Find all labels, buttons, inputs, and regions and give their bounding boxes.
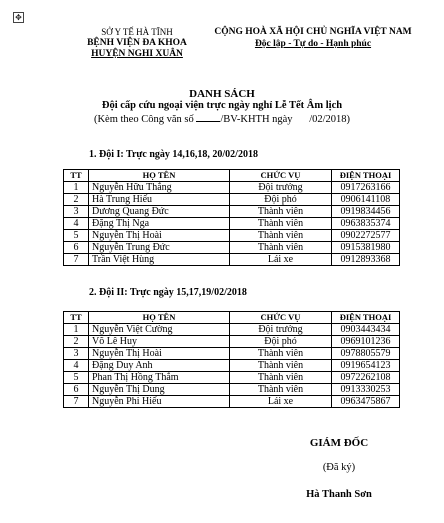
row-number: 1 xyxy=(64,182,89,194)
team2-title: 2. Đội II: Trực ngày 15,17,19/02/2018 xyxy=(89,287,247,298)
member-name: Nguyễn Thị Dung xyxy=(89,384,230,396)
hospital-name: BỆNH VIỆN ĐA KHOA xyxy=(87,38,187,48)
team2-table xyxy=(63,311,400,408)
col-role: CHỨC VỤ xyxy=(230,170,332,182)
table-move-handle-icon[interactable]: ✥ xyxy=(13,12,24,23)
table-header-row xyxy=(64,170,400,182)
country-name: CỘNG HOÀ XÃ HỘI CHỦ NGHĨA VIỆT NAM xyxy=(214,27,412,37)
national-header xyxy=(198,26,428,50)
reference-part-a: (Kèm theo Công văn số xyxy=(93,114,194,125)
row-number: 5 xyxy=(64,372,89,384)
title-subject: Đội cấp cứu ngoại viện trực ngày nghỉ Lễ Tết Âm lịch xyxy=(101,100,343,111)
team1-title: 1. Đội I: Trực ngày 14,16,18, 20/02/2018 xyxy=(89,149,258,160)
member-role: Đội phó xyxy=(230,336,332,348)
table-row xyxy=(64,230,400,242)
member-role: Đội trưởng xyxy=(230,182,332,194)
col-role: CHỨC VỤ xyxy=(230,312,332,324)
member-name: Phan Thị Hồng Thắm xyxy=(89,372,230,384)
signature-block xyxy=(250,437,428,500)
member-phone: 0915381980 xyxy=(332,242,400,254)
table-row xyxy=(64,360,400,372)
member-role: Thành viên xyxy=(230,218,332,230)
member-role: Thành viên xyxy=(230,230,332,242)
member-phone: 0903443434 xyxy=(332,324,400,336)
row-number: 4 xyxy=(64,218,89,230)
member-name: Trần Việt Hùng xyxy=(89,254,230,266)
reference-part-b: /BV-KHTH ngày xyxy=(220,114,293,125)
member-role: Thành viên xyxy=(230,372,332,384)
row-number: 2 xyxy=(64,194,89,206)
title-reference xyxy=(40,112,404,126)
member-role: Đội trưởng xyxy=(230,324,332,336)
member-name: Nguyễn Phi Hiếu xyxy=(89,396,230,408)
motto: Độc lập - Tự do - Hạnh phúc xyxy=(254,39,372,49)
table-row xyxy=(64,384,400,396)
row-number: 7 xyxy=(64,396,89,408)
row-number: 1 xyxy=(64,324,89,336)
document-title xyxy=(40,88,404,126)
table-row xyxy=(64,324,400,336)
member-phone: 0963835374 xyxy=(332,218,400,230)
signed-note: (Đã ký) xyxy=(322,462,356,473)
member-phone: 0906141108 xyxy=(332,194,400,206)
member-name: Dương Quang Đức xyxy=(89,206,230,218)
row-number: 6 xyxy=(64,242,89,254)
agency-header xyxy=(52,27,222,60)
member-role: Thành viên xyxy=(230,242,332,254)
member-name: Nguyễn Việt Cường xyxy=(89,324,230,336)
table-row xyxy=(64,254,400,266)
table-row xyxy=(64,372,400,384)
ministry-name: SỞ Y TẾ HÀ TĨNH xyxy=(101,27,173,37)
member-name: Nguyễn Thị Hoài xyxy=(89,230,230,242)
member-role: Thành viên xyxy=(230,360,332,372)
member-role: Thành viên xyxy=(230,348,332,360)
member-phone: 0912893368 xyxy=(332,254,400,266)
member-phone: 0919834456 xyxy=(332,206,400,218)
member-name: Hà Trung Hiếu xyxy=(89,194,230,206)
table-row xyxy=(64,396,400,408)
member-role: Đội phó xyxy=(230,194,332,206)
title-main: DANH SÁCH xyxy=(189,88,255,100)
member-name: Đặng Duy Anh xyxy=(89,360,230,372)
signer-position: GIÁM ĐỐC xyxy=(309,437,369,449)
member-phone: 0969101236 xyxy=(332,336,400,348)
district-name: HUYỆN NGHI XUÂN xyxy=(91,49,183,59)
member-name: Võ Lê Huy xyxy=(89,336,230,348)
table-row xyxy=(64,206,400,218)
table-row xyxy=(64,336,400,348)
member-phone: 0972262108 xyxy=(332,372,400,384)
row-number: 7 xyxy=(64,254,89,266)
row-number: 6 xyxy=(64,384,89,396)
col-tt: TT xyxy=(64,170,89,182)
member-name: Nguyễn Thị Hoài xyxy=(89,348,230,360)
signer-name: Hà Thanh Sơn xyxy=(306,489,372,500)
table-row xyxy=(64,182,400,194)
member-name: Nguyễn Hữu Thắng xyxy=(89,182,230,194)
member-phone: 0963475867 xyxy=(332,396,400,408)
member-phone: 0978805579 xyxy=(332,348,400,360)
table-row xyxy=(64,218,400,230)
member-phone: 0917263166 xyxy=(332,182,400,194)
member-role: Lái xe xyxy=(230,396,332,408)
member-phone: 0919654123 xyxy=(332,360,400,372)
row-number: 3 xyxy=(64,348,89,360)
table-row xyxy=(64,242,400,254)
row-number: 4 xyxy=(64,360,89,372)
reference-part-c: /02/2018) xyxy=(309,114,351,125)
col-name: HỌ TÊN xyxy=(89,170,230,182)
member-role: Thành viên xyxy=(230,206,332,218)
member-phone: 0913330253 xyxy=(332,384,400,396)
reference-blank-number xyxy=(196,112,220,122)
col-phone: ĐIỆN THOẠI xyxy=(332,312,400,324)
member-name: Đặng Thị Nga xyxy=(89,218,230,230)
col-tt: TT xyxy=(64,312,89,324)
member-name: Nguyễn Trung Đức xyxy=(89,242,230,254)
row-number: 5 xyxy=(64,230,89,242)
row-number: 3 xyxy=(64,206,89,218)
table-row xyxy=(64,194,400,206)
team1-table xyxy=(63,169,400,266)
col-name: HỌ TÊN xyxy=(89,312,230,324)
table-row xyxy=(64,348,400,360)
table-header-row xyxy=(64,312,400,324)
col-phone: ĐIỆN THOẠI xyxy=(332,170,400,182)
row-number: 2 xyxy=(64,336,89,348)
member-phone: 0902272577 xyxy=(332,230,400,242)
member-role: Lái xe xyxy=(230,254,332,266)
member-role: Thành viên xyxy=(230,384,332,396)
